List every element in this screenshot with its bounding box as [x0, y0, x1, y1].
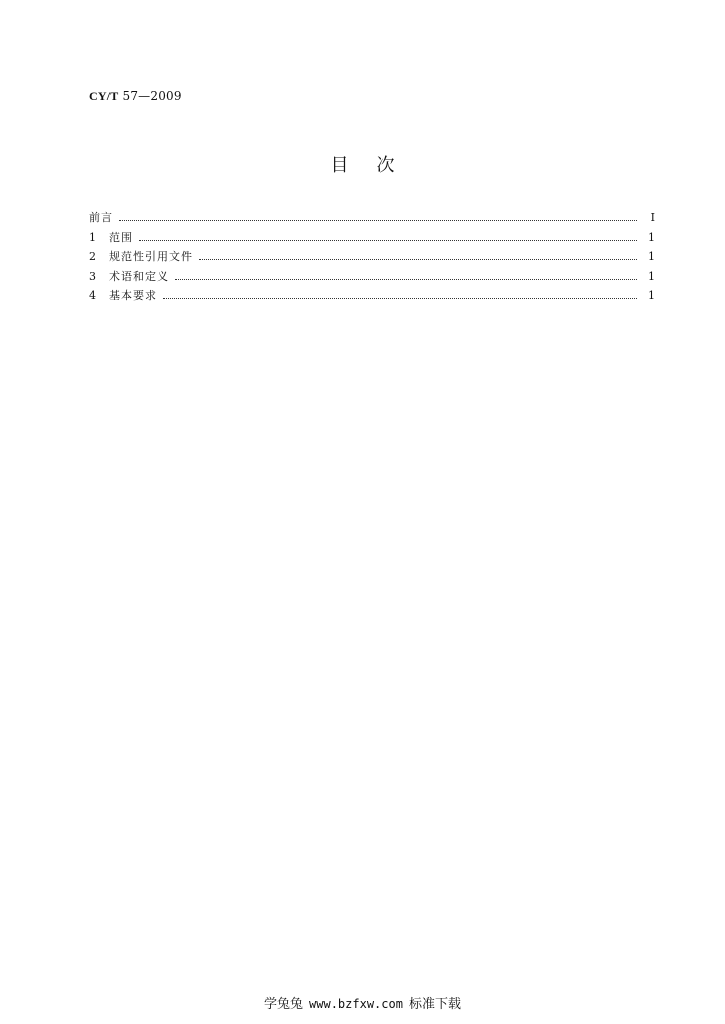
toc-entry-page: 1: [648, 269, 655, 283]
page-title: 目次: [330, 155, 423, 176]
toc-entry-page: 1: [648, 250, 655, 264]
toc-entry-page: Ⅰ: [650, 211, 655, 224]
toc-entry-label: 范围: [109, 230, 133, 244]
toc-leader-dots: [139, 240, 637, 241]
toc-entry-number: 4: [89, 289, 96, 303]
toc-entry-basic-requirements[interactable]: [89, 287, 655, 307]
toc-leader-dots: [119, 220, 637, 221]
footer-tagline: 标准下载: [408, 997, 461, 1012]
footer-site-name: 学兔兔: [264, 997, 304, 1012]
toc-entry-number: 2: [89, 250, 96, 264]
toc-entry-label: 术语和定义: [109, 269, 169, 283]
toc-entry-label: 基本要求: [109, 289, 157, 303]
toc-entry-label: 前言: [89, 211, 113, 224]
toc-leader-dots: [199, 259, 637, 260]
toc-entry-label: 规范性引用文件: [109, 250, 193, 264]
standard-code-number: 57—2009: [122, 89, 182, 103]
toc-entry-scope[interactable]: [89, 229, 655, 249]
toc-entry-number: 3: [89, 269, 96, 283]
table-of-contents: [89, 209, 655, 307]
footer-watermark: [0, 993, 725, 1012]
toc-entry-normative-references[interactable]: [89, 248, 655, 268]
toc-leader-dots: [163, 298, 637, 299]
toc-entry-terms-definitions[interactable]: [89, 268, 655, 288]
toc-entry-page: 1: [648, 289, 655, 303]
toc-entry-number: 1: [89, 230, 96, 244]
standard-code-prefix: CY/T: [89, 89, 119, 103]
toc-entry-page: 1: [648, 230, 655, 244]
toc-leader-dots: [175, 279, 637, 280]
toc-entry-foreword[interactable]: [89, 209, 655, 229]
standard-code: [89, 89, 182, 104]
footer-url[interactable]: www.bzfxw.com: [309, 997, 403, 1011]
